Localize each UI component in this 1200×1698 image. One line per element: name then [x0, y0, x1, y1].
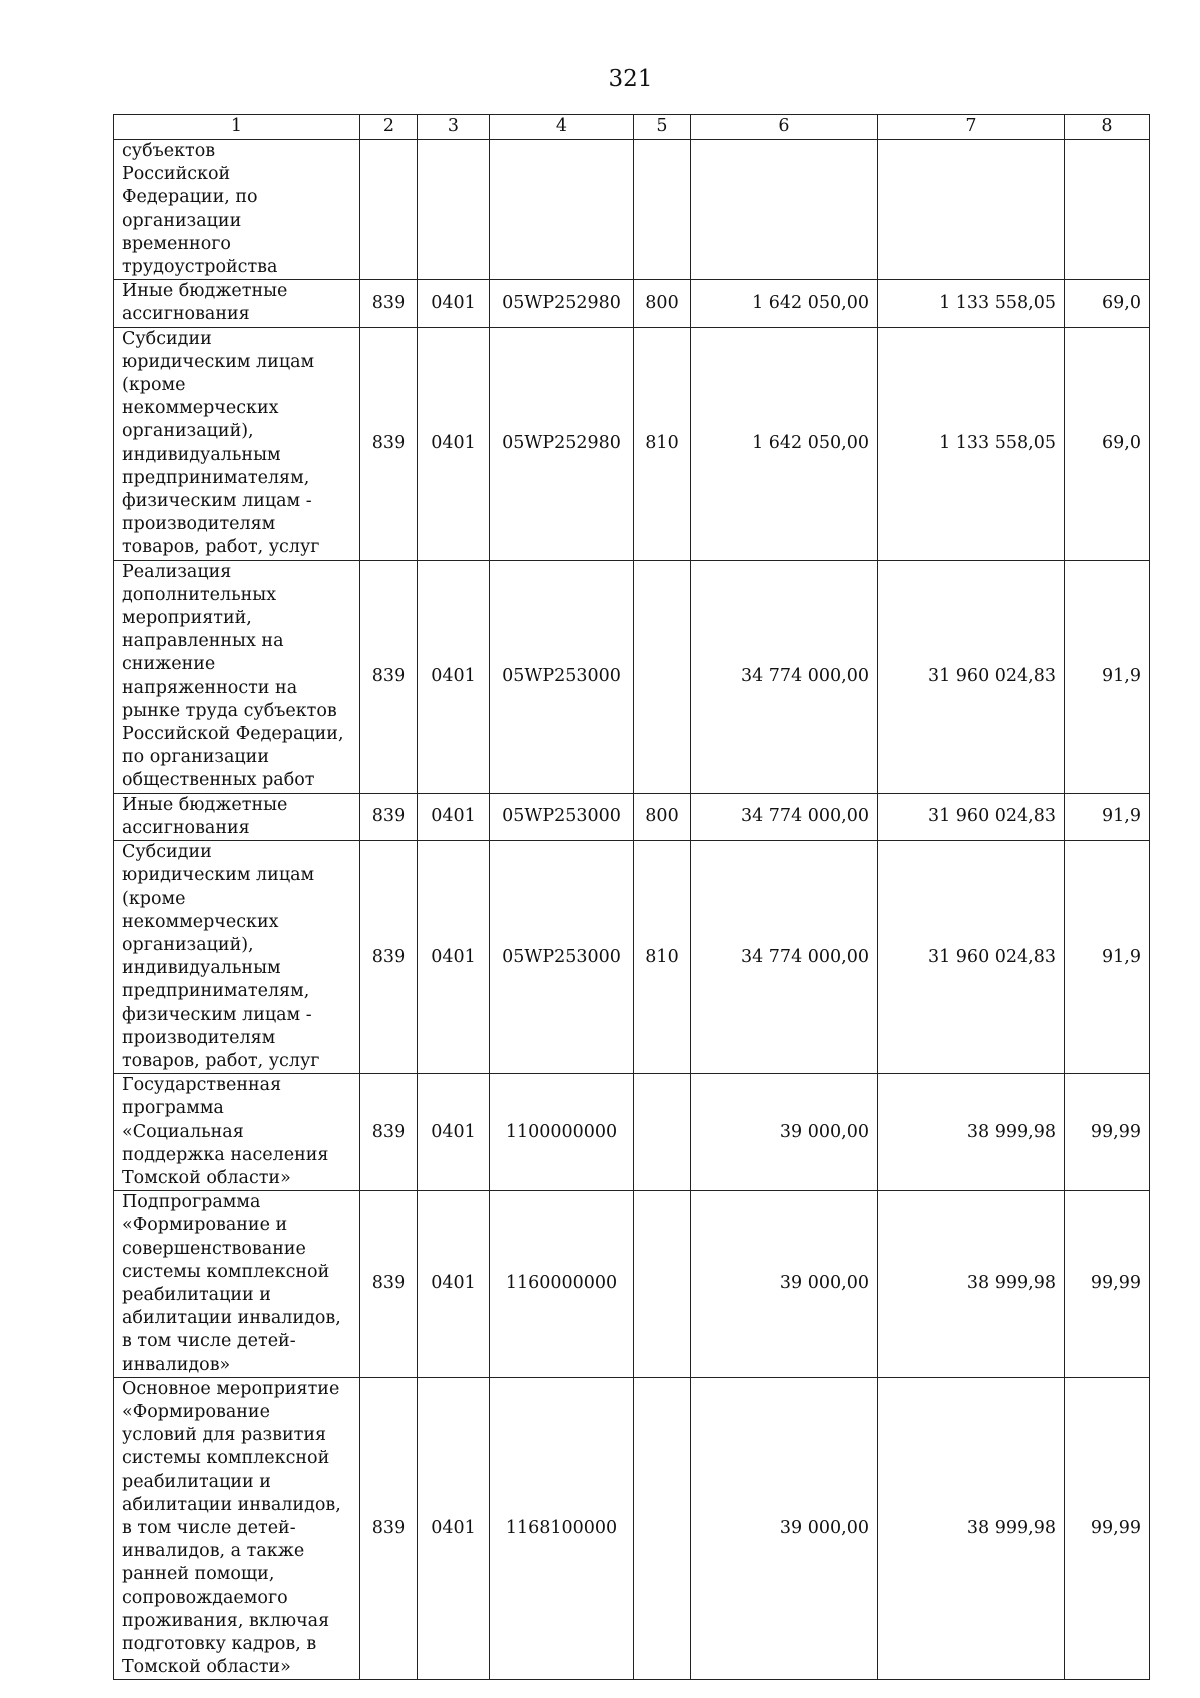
cell-exec: 31 960 024,83: [878, 841, 1065, 1074]
cell-rz: [418, 140, 490, 280]
row-name: [114, 327, 360, 560]
row-name: [114, 1191, 360, 1378]
cell-plan: 34 774 000,00: [691, 793, 878, 840]
table-row: [114, 560, 1150, 793]
cell-gr: 839: [360, 793, 418, 840]
cell-exec: 1 133 558,05: [878, 327, 1065, 560]
cell-rz: 0401: [418, 280, 490, 327]
row-name-text: Субсидии юридическим лицам (кроме некоммерческих организаций), индивидуальным предпринимателям, физическим лицам - производителям товаров, работ, услуг: [122, 842, 320, 1071]
header-row: [114, 115, 1150, 140]
row-name-text: Основное мероприятие «Формирование условий для развития системы комплексной реабилитации и абилитации инвалидов, в том числе детей-инвалидов, а также ранней помощи, сопровождаемого проживания, включая подготовку кадров, в Томской области»: [122, 1378, 341, 1678]
table-row: [114, 1377, 1150, 1680]
cell-plan: 39 000,00: [691, 1074, 878, 1191]
header-cell: 7: [878, 115, 1065, 140]
header-cell: 3: [418, 115, 490, 140]
cell-gr: 839: [360, 327, 418, 560]
cell-gr: 839: [360, 280, 418, 327]
table-row: [114, 280, 1150, 327]
cell-pct: 91,9: [1065, 841, 1150, 1074]
cell-gr: 839: [360, 560, 418, 793]
cell-vr: 800: [634, 280, 691, 327]
row-name-text: субъектов Российской Федерации, по организации временного трудоустройства: [122, 141, 278, 278]
table-row: [114, 1074, 1150, 1191]
budget-table: [113, 114, 1150, 1680]
page-number: 321: [608, 66, 653, 92]
cell-exec: [878, 140, 1065, 280]
cell-exec: 31 960 024,83: [878, 793, 1065, 840]
cell-plan: 1 642 050,00: [691, 327, 878, 560]
cell-rz: 0401: [418, 327, 490, 560]
row-name: [114, 1074, 360, 1191]
cell-pct: [1065, 140, 1150, 280]
cell-pct: 99,99: [1065, 1074, 1150, 1191]
cell-vr: [634, 560, 691, 793]
cell-rz: 0401: [418, 841, 490, 1074]
row-name-text: Иные бюджетные ассигнования: [122, 794, 288, 838]
cell-csr: 05WP253000: [490, 793, 634, 840]
cell-vr: 810: [634, 327, 691, 560]
cell-rz: 0401: [418, 1074, 490, 1191]
cell-csr: 05WP253000: [490, 560, 634, 793]
row-name: [114, 560, 360, 793]
cell-csr: 05WP252980: [490, 280, 634, 327]
cell-exec: 38 999,98: [878, 1074, 1065, 1191]
row-name: [114, 280, 360, 327]
cell-gr: 839: [360, 1191, 418, 1378]
header-cell: 2: [360, 115, 418, 140]
cell-vr: 800: [634, 793, 691, 840]
cell-exec: 1 133 558,05: [878, 280, 1065, 327]
header-cell: 5: [634, 115, 691, 140]
cell-exec: 38 999,98: [878, 1191, 1065, 1378]
cell-csr: 05WP252980: [490, 327, 634, 560]
row-name-text: Подпрограмма «Формирование и совершенствование системы комплексной реабилитации и абилитации инвалидов, в том числе детей-инвалидов»: [122, 1192, 341, 1375]
cell-rz: 0401: [418, 560, 490, 793]
table-row: [114, 841, 1150, 1074]
cell-plan: [691, 140, 878, 280]
row-name-text: Иные бюджетные ассигнования: [122, 281, 288, 325]
cell-pct: 99,99: [1065, 1191, 1150, 1378]
cell-rz: 0401: [418, 1191, 490, 1378]
cell-vr: [634, 140, 691, 280]
header-cell: 6: [691, 115, 878, 140]
cell-pct: 91,9: [1065, 560, 1150, 793]
table-row: [114, 327, 1150, 560]
row-name-text: Государственная программа «Социальная поддержка населения Томской области»: [122, 1075, 329, 1188]
header-cell: 4: [490, 115, 634, 140]
cell-gr: 839: [360, 1377, 418, 1680]
table-row: [114, 793, 1150, 840]
cell-vr: [634, 1377, 691, 1680]
cell-plan: 39 000,00: [691, 1191, 878, 1378]
cell-plan: 34 774 000,00: [691, 560, 878, 793]
cell-plan: 39 000,00: [691, 1377, 878, 1680]
cell-pct: 69,0: [1065, 280, 1150, 327]
row-name: [114, 841, 360, 1074]
cell-pct: 69,0: [1065, 327, 1150, 560]
cell-vr: 810: [634, 841, 691, 1074]
row-name: [114, 1377, 360, 1680]
table-row: [114, 1191, 1150, 1378]
cell-csr: 1168100000: [490, 1377, 634, 1680]
cell-gr: 839: [360, 841, 418, 1074]
cell-plan: 1 642 050,00: [691, 280, 878, 327]
cell-plan: 34 774 000,00: [691, 841, 878, 1074]
row-name: [114, 793, 360, 840]
cell-exec: 31 960 024,83: [878, 560, 1065, 793]
row-name-text: Субсидии юридическим лицам (кроме некоммерческих организаций), индивидуальным предпринимателям, физическим лицам - производителям товаров, работ, услуг: [122, 328, 320, 558]
cell-csr: 1160000000: [490, 1191, 634, 1378]
cell-gr: [360, 140, 418, 280]
cell-pct: 99,99: [1065, 1377, 1150, 1680]
header-cell: 1: [114, 115, 360, 140]
cell-pct: 91,9: [1065, 793, 1150, 840]
cell-exec: 38 999,98: [878, 1377, 1065, 1680]
cell-vr: [634, 1074, 691, 1191]
cell-csr: [490, 140, 634, 280]
header-cell: 8: [1065, 115, 1150, 140]
cell-gr: 839: [360, 1074, 418, 1191]
cell-csr: 1100000000: [490, 1074, 634, 1191]
table-row: [114, 140, 1150, 280]
cell-rz: 0401: [418, 1377, 490, 1680]
row-name: [114, 140, 360, 280]
cell-vr: [634, 1191, 691, 1378]
row-name-text: Реализация дополнительных мероприятий, направленных на снижение напряженности на рынке труда субъектов Российской Федерации, по организации общественных работ: [122, 561, 344, 791]
cell-rz: 0401: [418, 793, 490, 840]
cell-csr: 05WP253000: [490, 841, 634, 1074]
